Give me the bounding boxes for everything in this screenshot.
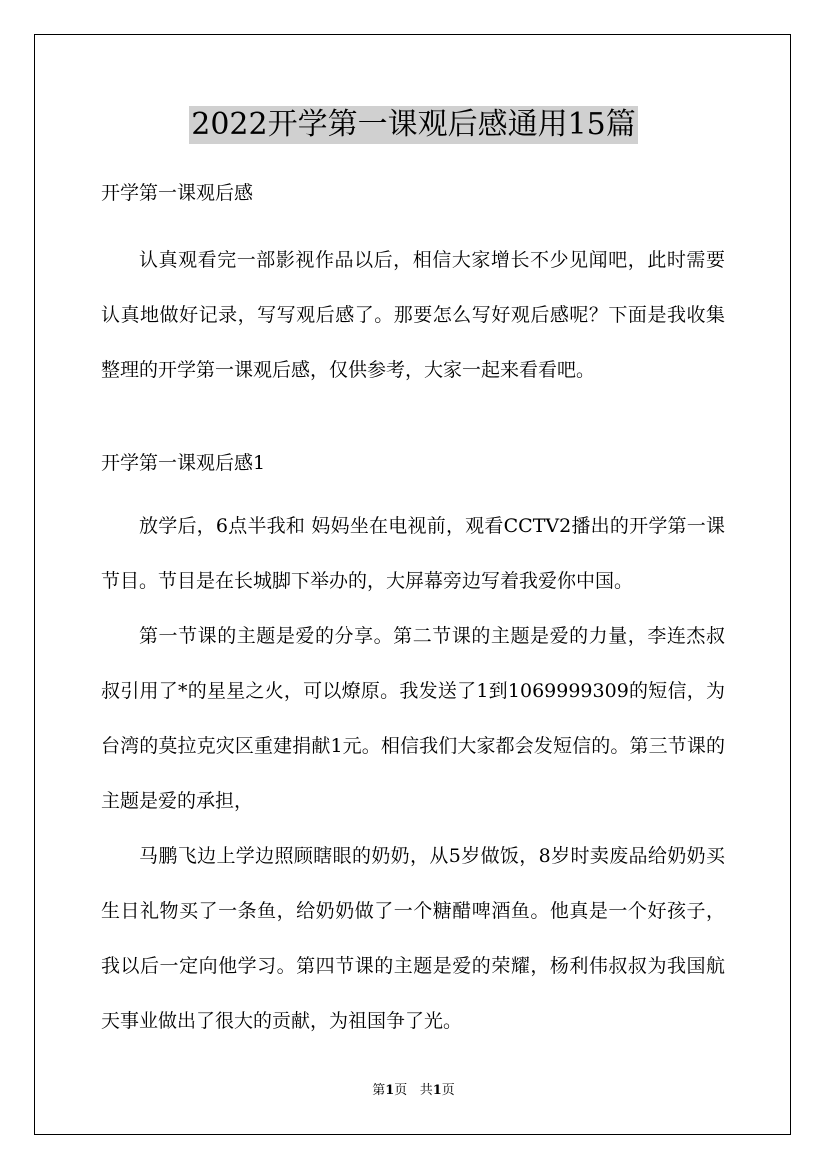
intro-paragraph: 认真观看完一部影视作品以后，相信大家增长不少见闻吧，此时需要认真地做好记录，写写观后感了。那要怎么写好观后感呢？下面是我收集整理的开学第一课观后感，仅供参考，大家一起来看看吧。 (101, 249, 725, 381)
spacer (101, 398, 725, 446)
body-paragraph: 第一节课的主题是爱的分享。第二节课的主题是爱的力量，李连杰叔叔引用了*的星星之火，可以燎原。我发送了1到1069999309的短信，为台湾的莫拉克灾区重建捐献1元。相信我们大家都会发短信的。第三节课的主题是爱的承担， (101, 625, 725, 812)
document-body (101, 176, 725, 1049)
footer-page-number: 1 (385, 1083, 395, 1098)
footer-page-label: 第 (372, 1083, 386, 1098)
title-wrap (0, 106, 827, 144)
spacer (101, 211, 725, 233)
intro-heading: 开学第一课观后感 (101, 182, 254, 204)
footer-total-unit: 页 (441, 1083, 455, 1098)
footer-total-label: 共 (419, 1083, 433, 1098)
footer-page-unit: 页 (394, 1083, 408, 1098)
body-paragraph: 放学后，6点半我和 妈妈坐在电视前，观看CCTV2播出的开学第一课节目。节目是在长城脚下举办的，大屏幕旁边写着我爱你中国。 (101, 515, 725, 592)
document-title: 2022开学第一课观后感通用15篇 (191, 107, 636, 142)
footer-total-number: 1 (432, 1083, 442, 1098)
page-footer (0, 1082, 827, 1100)
body-paragraph: 马鹏飞边上学边照顾瞎眼的奶奶，从5岁做饭，8岁时卖废品给奶奶买生日礼物买了一条鱼，给奶奶做了一个糖醋啤酒鱼。他真是一个好孩子，我以后一定向他学习。第四节课的主题是爱的荣耀，杨利伟叔叔为我国航天事业做出了很大的贡献，为祖国争了光。 (101, 845, 725, 1032)
section-heading: 开学第一课观后感1 (101, 452, 266, 474)
